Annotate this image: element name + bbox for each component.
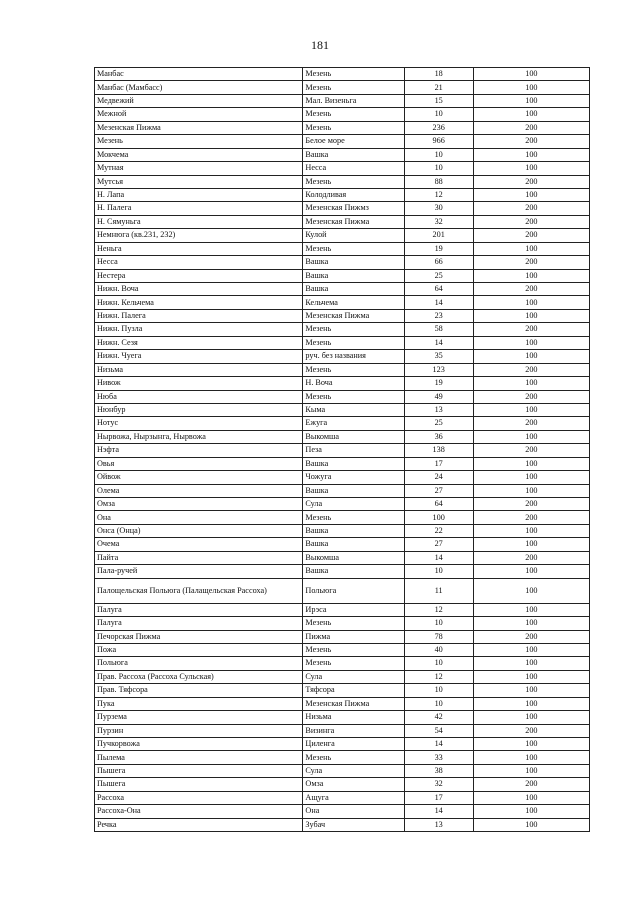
zone-cell: 200 — [473, 215, 589, 228]
zone-cell: 100 — [473, 94, 589, 107]
mouth-cell: Вашка — [303, 457, 404, 470]
mouth-cell: Колодливая — [303, 188, 404, 201]
zone-cell: 100 — [473, 296, 589, 309]
length-cell: 19 — [404, 377, 473, 390]
zone-cell: 100 — [473, 603, 589, 616]
zone-cell: 100 — [473, 670, 589, 683]
length-cell: 18 — [404, 68, 473, 81]
length-cell: 10 — [404, 148, 473, 161]
length-cell: 17 — [404, 791, 473, 804]
zone-cell: 200 — [473, 175, 589, 188]
river-name-cell: Немнюга (кв.231, 232) — [95, 229, 303, 242]
zone-cell: 100 — [473, 108, 589, 121]
river-name-cell: Овья — [95, 457, 303, 470]
table-row — [95, 643, 590, 656]
river-name-cell: Нижн. Кельчема — [95, 296, 303, 309]
zone-cell: 200 — [473, 121, 589, 134]
length-cell: 23 — [404, 309, 473, 322]
zone-cell: 200 — [473, 256, 589, 269]
mouth-cell: Белое море — [303, 135, 404, 148]
length-cell: 11 — [404, 578, 473, 603]
table-row — [95, 603, 590, 616]
mouth-cell: Сула — [303, 498, 404, 511]
length-cell: 12 — [404, 603, 473, 616]
table-row — [95, 175, 590, 188]
zone-cell: 100 — [473, 336, 589, 349]
zone-cell: 100 — [473, 403, 589, 416]
river-name-cell: Речка — [95, 818, 303, 831]
length-cell: 40 — [404, 643, 473, 656]
river-name-cell: Ойвож — [95, 471, 303, 484]
table-row — [95, 657, 590, 670]
zone-cell: 200 — [473, 444, 589, 457]
length-cell: 30 — [404, 202, 473, 215]
zone-cell: 100 — [473, 764, 589, 777]
river-name-cell: Онса (Онца) — [95, 524, 303, 537]
mouth-cell: Мезень — [303, 323, 404, 336]
river-name-cell: Прав. Рассоха (Рассоха Сульская) — [95, 670, 303, 683]
table-row — [95, 296, 590, 309]
rivers-table — [94, 67, 590, 832]
river-name-cell: Прав. Тяфсора — [95, 684, 303, 697]
mouth-cell: Зубач — [303, 818, 404, 831]
table-row — [95, 94, 590, 107]
mouth-cell: Мезень — [303, 511, 404, 524]
table-row — [95, 350, 590, 363]
river-name-cell: Нырвожа, Нырзынга, Нырвожа — [95, 430, 303, 443]
river-name-cell: Печорская Пижма — [95, 630, 303, 643]
river-name-cell: Нестера — [95, 269, 303, 282]
mouth-cell: Омза — [303, 778, 404, 791]
length-cell: 32 — [404, 215, 473, 228]
zone-cell: 100 — [473, 805, 589, 818]
zone-cell: 100 — [473, 818, 589, 831]
river-name-cell: Нижн. Чуега — [95, 350, 303, 363]
river-name-cell: Рассоха — [95, 791, 303, 804]
table-row — [95, 403, 590, 416]
mouth-cell: Несса — [303, 162, 404, 175]
table-row — [95, 162, 590, 175]
mouth-cell: Пижма — [303, 630, 404, 643]
table-row — [95, 484, 590, 497]
mouth-cell: Кельчема — [303, 296, 404, 309]
zone-cell: 100 — [473, 68, 589, 81]
mouth-cell: Вашка — [303, 484, 404, 497]
table-row — [95, 390, 590, 403]
table-body — [95, 68, 590, 832]
zone-cell: 100 — [473, 524, 589, 537]
length-cell: 10 — [404, 697, 473, 710]
length-cell: 27 — [404, 538, 473, 551]
mouth-cell: Мезень — [303, 617, 404, 630]
length-cell: 13 — [404, 403, 473, 416]
zone-cell: 100 — [473, 269, 589, 282]
zone-cell: 100 — [473, 684, 589, 697]
river-name-cell: Она — [95, 511, 303, 524]
length-cell: 14 — [404, 296, 473, 309]
river-name-cell: Пурзема — [95, 711, 303, 724]
mouth-cell: руч. без названия — [303, 350, 404, 363]
length-cell: 236 — [404, 121, 473, 134]
river-name-cell: Рассоха-Она — [95, 805, 303, 818]
mouth-cell: Мал. Визеньга — [303, 94, 404, 107]
table-row — [95, 498, 590, 511]
mouth-cell: Мезень — [303, 108, 404, 121]
table-row — [95, 818, 590, 831]
zone-cell: 100 — [473, 309, 589, 322]
mouth-cell: Мезень — [303, 81, 404, 94]
table-row — [95, 188, 590, 201]
zone-cell: 100 — [473, 711, 589, 724]
length-cell: 15 — [404, 94, 473, 107]
length-cell: 88 — [404, 175, 473, 188]
river-name-cell: Пожа — [95, 643, 303, 656]
river-name-cell: Очема — [95, 538, 303, 551]
mouth-cell: Польюга — [303, 578, 404, 603]
mouth-cell: Вашка — [303, 283, 404, 296]
river-name-cell: Н. Палега — [95, 202, 303, 215]
mouth-cell: Вашка — [303, 565, 404, 578]
mouth-cell: Мезень — [303, 643, 404, 656]
table-row — [95, 471, 590, 484]
zone-cell: 100 — [473, 538, 589, 551]
length-cell: 25 — [404, 269, 473, 282]
river-name-cell: Неньга — [95, 242, 303, 255]
table-row — [95, 538, 590, 551]
length-cell: 12 — [404, 188, 473, 201]
river-name-cell: Нижн. Пузла — [95, 323, 303, 336]
table-row — [95, 630, 590, 643]
mouth-cell: Мезень — [303, 242, 404, 255]
length-cell: 12 — [404, 670, 473, 683]
zone-cell: 200 — [473, 323, 589, 336]
zone-cell: 200 — [473, 390, 589, 403]
river-name-cell: Мезень — [95, 135, 303, 148]
river-name-cell: Палуга — [95, 617, 303, 630]
table-row — [95, 283, 590, 296]
zone-cell: 200 — [473, 363, 589, 376]
zone-cell: 100 — [473, 484, 589, 497]
mouth-cell: Визинга — [303, 724, 404, 737]
length-cell: 10 — [404, 565, 473, 578]
zone-cell: 100 — [473, 471, 589, 484]
mouth-cell: Мезень — [303, 121, 404, 134]
zone-cell: 100 — [473, 578, 589, 603]
length-cell: 54 — [404, 724, 473, 737]
table-row — [95, 309, 590, 322]
length-cell: 10 — [404, 684, 473, 697]
zone-cell: 100 — [473, 430, 589, 443]
river-name-cell: Нэфта — [95, 444, 303, 457]
zone-cell: 100 — [473, 350, 589, 363]
zone-cell: 100 — [473, 457, 589, 470]
river-name-cell: Мутная — [95, 162, 303, 175]
length-cell: 24 — [404, 471, 473, 484]
river-name-cell: Низьма — [95, 363, 303, 376]
zone-cell: 200 — [473, 283, 589, 296]
mouth-cell: Она — [303, 805, 404, 818]
zone-cell: 200 — [473, 229, 589, 242]
river-name-cell: Нижн. Воча — [95, 283, 303, 296]
river-name-cell: Нюнбур — [95, 403, 303, 416]
river-name-cell: Межной — [95, 108, 303, 121]
table-row — [95, 269, 590, 282]
mouth-cell: Мезень — [303, 336, 404, 349]
mouth-cell: Ежуга — [303, 417, 404, 430]
zone-cell: 200 — [473, 778, 589, 791]
zone-cell: 100 — [473, 657, 589, 670]
river-name-cell: Нижн. Палега — [95, 309, 303, 322]
mouth-cell: Мезень — [303, 751, 404, 764]
table-row — [95, 778, 590, 791]
length-cell: 14 — [404, 738, 473, 751]
river-name-cell: Н. Лапа — [95, 188, 303, 201]
zone-cell: 200 — [473, 135, 589, 148]
mouth-cell: Сула — [303, 764, 404, 777]
zone-cell: 100 — [473, 617, 589, 630]
zone-cell: 100 — [473, 188, 589, 201]
mouth-cell: Мезенская Пижма — [303, 215, 404, 228]
length-cell: 123 — [404, 363, 473, 376]
table-row — [95, 336, 590, 349]
table-row — [95, 121, 590, 134]
table-row — [95, 684, 590, 697]
table-row — [95, 751, 590, 764]
zone-cell: 100 — [473, 697, 589, 710]
mouth-cell: Сула — [303, 670, 404, 683]
zone-cell: 100 — [473, 242, 589, 255]
mouth-cell: Мезень — [303, 363, 404, 376]
length-cell: 32 — [404, 778, 473, 791]
zone-cell: 100 — [473, 148, 589, 161]
river-name-cell: Пышега — [95, 778, 303, 791]
river-name-cell: Манбас — [95, 68, 303, 81]
mouth-cell: Кыма — [303, 403, 404, 416]
zone-cell: 200 — [473, 551, 589, 564]
mouth-cell: Выкомша — [303, 551, 404, 564]
length-cell: 10 — [404, 617, 473, 630]
mouth-cell: Ащуга — [303, 791, 404, 804]
table-row — [95, 417, 590, 430]
mouth-cell: Мезень — [303, 68, 404, 81]
river-name-cell: Польюга — [95, 657, 303, 670]
length-cell: 78 — [404, 630, 473, 643]
zone-cell: 200 — [473, 202, 589, 215]
table-row — [95, 578, 590, 603]
river-name-cell: Нотус — [95, 417, 303, 430]
mouth-cell: Н. Воча — [303, 377, 404, 390]
length-cell: 49 — [404, 390, 473, 403]
zone-cell: 100 — [473, 565, 589, 578]
length-cell: 19 — [404, 242, 473, 255]
mouth-cell: Мезенская Пижма — [303, 309, 404, 322]
table-row — [95, 617, 590, 630]
mouth-cell: Мезень — [303, 390, 404, 403]
table-row — [95, 323, 590, 336]
length-cell: 13 — [404, 818, 473, 831]
zone-cell: 100 — [473, 791, 589, 804]
zone-cell: 100 — [473, 738, 589, 751]
river-name-cell: Пала-ручей — [95, 565, 303, 578]
table-row — [95, 215, 590, 228]
mouth-cell: Чожуга — [303, 471, 404, 484]
length-cell: 14 — [404, 336, 473, 349]
length-cell: 14 — [404, 805, 473, 818]
length-cell: 100 — [404, 511, 473, 524]
length-cell: 10 — [404, 657, 473, 670]
river-name-cell: Олема — [95, 484, 303, 497]
zone-cell: 200 — [473, 511, 589, 524]
river-name-cell: Нюба — [95, 390, 303, 403]
length-cell: 66 — [404, 256, 473, 269]
river-name-cell: Н. Сямуньга — [95, 215, 303, 228]
table-row — [95, 697, 590, 710]
length-cell: 42 — [404, 711, 473, 724]
table-row — [95, 444, 590, 457]
table-row — [95, 81, 590, 94]
mouth-cell: Низьма — [303, 711, 404, 724]
river-name-cell: Несса — [95, 256, 303, 269]
length-cell: 64 — [404, 498, 473, 511]
river-name-cell: Омза — [95, 498, 303, 511]
table-row — [95, 377, 590, 390]
mouth-cell: Ирэса — [303, 603, 404, 616]
table-row — [95, 430, 590, 443]
zone-cell: 200 — [473, 417, 589, 430]
length-cell: 58 — [404, 323, 473, 336]
table-row — [95, 551, 590, 564]
length-cell: 25 — [404, 417, 473, 430]
table-row — [95, 363, 590, 376]
zone-cell: 100 — [473, 643, 589, 656]
mouth-cell: Вашка — [303, 538, 404, 551]
length-cell: 64 — [404, 283, 473, 296]
mouth-cell: Выкомша — [303, 430, 404, 443]
page-number: 181 — [311, 38, 329, 52]
length-cell: 17 — [404, 457, 473, 470]
table-row — [95, 242, 590, 255]
mouth-cell: Циленга — [303, 738, 404, 751]
zone-cell: 100 — [473, 751, 589, 764]
length-cell: 36 — [404, 430, 473, 443]
table-row — [95, 711, 590, 724]
length-cell: 38 — [404, 764, 473, 777]
zone-cell: 200 — [473, 498, 589, 511]
table-row — [95, 68, 590, 81]
table-row — [95, 108, 590, 121]
mouth-cell: Вашка — [303, 524, 404, 537]
mouth-cell: Мезенская Пижмз — [303, 202, 404, 215]
river-name-cell: Пышега — [95, 764, 303, 777]
mouth-cell: Мезень — [303, 657, 404, 670]
mouth-cell: Мезень — [303, 175, 404, 188]
mouth-cell: Вашка — [303, 256, 404, 269]
table-row — [95, 202, 590, 215]
river-name-cell: Палощельская Польюга (Палащельская Рассоха) — [95, 578, 303, 603]
length-cell: 27 — [404, 484, 473, 497]
length-cell: 14 — [404, 551, 473, 564]
length-cell: 33 — [404, 751, 473, 764]
river-name-cell: Пылема — [95, 751, 303, 764]
mouth-cell: Кулой — [303, 229, 404, 242]
table-row — [95, 256, 590, 269]
mouth-cell: Пеза — [303, 444, 404, 457]
river-name-cell: Пука — [95, 697, 303, 710]
river-name-cell: Пучкорвожа — [95, 738, 303, 751]
river-name-cell: Палуга — [95, 603, 303, 616]
river-name-cell: Нивож — [95, 377, 303, 390]
table-row — [95, 738, 590, 751]
river-name-cell: Манбас (Мамбасс) — [95, 81, 303, 94]
river-name-cell: Мезенская Пижма — [95, 121, 303, 134]
table-row — [95, 670, 590, 683]
river-name-cell: Нижн. Сезя — [95, 336, 303, 349]
mouth-cell: Вашка — [303, 148, 404, 161]
zone-cell: 100 — [473, 162, 589, 175]
length-cell: 22 — [404, 524, 473, 537]
mouth-cell: Тяфсора — [303, 684, 404, 697]
length-cell: 21 — [404, 81, 473, 94]
table-row — [95, 457, 590, 470]
table-row — [95, 565, 590, 578]
river-name-cell: Пурзин — [95, 724, 303, 737]
table-row — [95, 511, 590, 524]
table-row — [95, 135, 590, 148]
table-row — [95, 791, 590, 804]
table-row — [95, 724, 590, 737]
zone-cell: 200 — [473, 724, 589, 737]
table-row — [95, 764, 590, 777]
river-name-cell: Пайта — [95, 551, 303, 564]
length-cell: 201 — [404, 229, 473, 242]
length-cell: 10 — [404, 108, 473, 121]
length-cell: 10 — [404, 162, 473, 175]
river-name-cell: Мокчема — [95, 148, 303, 161]
table-row — [95, 148, 590, 161]
mouth-cell: Вашка — [303, 269, 404, 282]
zone-cell: 100 — [473, 377, 589, 390]
table-row — [95, 229, 590, 242]
zone-cell: 100 — [473, 81, 589, 94]
length-cell: 35 — [404, 350, 473, 363]
length-cell: 966 — [404, 135, 473, 148]
river-name-cell: Мутсья — [95, 175, 303, 188]
length-cell: 138 — [404, 444, 473, 457]
river-name-cell: Медвежий — [95, 94, 303, 107]
zone-cell: 200 — [473, 630, 589, 643]
mouth-cell: Мезенская Пижма — [303, 697, 404, 710]
table-row — [95, 524, 590, 537]
table-row — [95, 805, 590, 818]
